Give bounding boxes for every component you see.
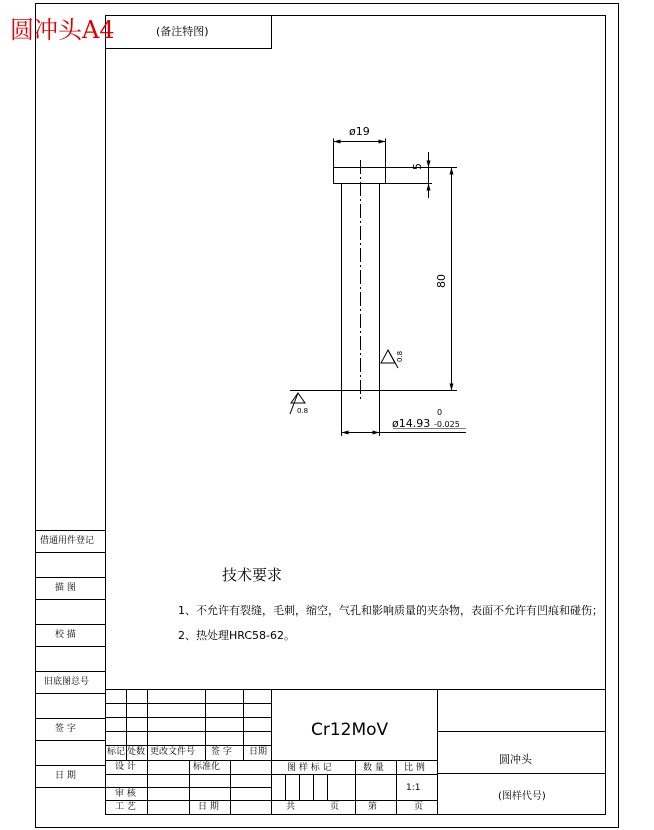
roughness-bottom: 0.8 bbox=[297, 407, 309, 415]
review-label: 审 核 bbox=[115, 789, 136, 799]
design-label: 设 计 bbox=[115, 762, 136, 772]
process-label: 工 艺 bbox=[115, 802, 136, 812]
scale-value: 1:1 bbox=[406, 783, 421, 793]
rev-mark: 标记 bbox=[107, 747, 126, 757]
drawing-code: (图样代号) bbox=[498, 791, 546, 802]
side-label-old-drawing: 旧底图总号 bbox=[44, 677, 90, 687]
dim-diameter-top: ø19 bbox=[349, 125, 370, 138]
tech-line-2: 2、热处理HRC58-62。 bbox=[178, 629, 296, 642]
tol-lower: -0.025 bbox=[434, 420, 460, 429]
rev-sign: 签 字 bbox=[211, 747, 232, 757]
quantity-label: 数 量 bbox=[363, 763, 384, 773]
side-label-check: 校 描 bbox=[55, 630, 76, 640]
tech-heading: 技术要求 bbox=[222, 566, 283, 584]
dim-length: 80 bbox=[435, 274, 448, 288]
material-value: Cr12MoV bbox=[311, 720, 389, 740]
page-no-label: 第 bbox=[368, 802, 378, 812]
scale-label: 比 例 bbox=[404, 763, 425, 773]
dim-diameter-shaft: ø14.93 bbox=[392, 417, 431, 430]
rev-count: 处数 bbox=[127, 747, 146, 757]
stage-mark-label: 图 样 标 记 bbox=[287, 763, 332, 773]
rev-doc: 更改文件号 bbox=[150, 747, 196, 757]
standard-label: 标准化 bbox=[193, 762, 221, 772]
part-name: 圆冲头 bbox=[499, 753, 532, 766]
side-label-date: 日 期 bbox=[55, 771, 76, 781]
side-label-borrow: 借通用件登记 bbox=[40, 536, 95, 546]
side-label-sign: 签 字 bbox=[55, 724, 76, 734]
tech-line-1: 1、不允许有裂缝，毛刺，缩空，气孔和影响质量的夹杂物，表面不允许有凹痕和碰伤； bbox=[178, 604, 603, 617]
drawing-subtitle: (备注特图) bbox=[156, 25, 209, 38]
tol-upper: 0 bbox=[437, 408, 443, 417]
drawing-title: 圆冲头A4 bbox=[10, 16, 115, 44]
rev-date: 日期 bbox=[249, 747, 268, 757]
roughness-side: 0.8 bbox=[396, 350, 404, 362]
total-pages-label: 共 bbox=[286, 802, 296, 812]
total-pages-unit: 页 bbox=[330, 802, 340, 812]
date-label: 日 期 bbox=[198, 802, 219, 812]
dim-head-height: 5 bbox=[411, 163, 424, 170]
page-no-unit: 页 bbox=[414, 802, 424, 812]
side-label-trace: 描 图 bbox=[55, 583, 76, 593]
